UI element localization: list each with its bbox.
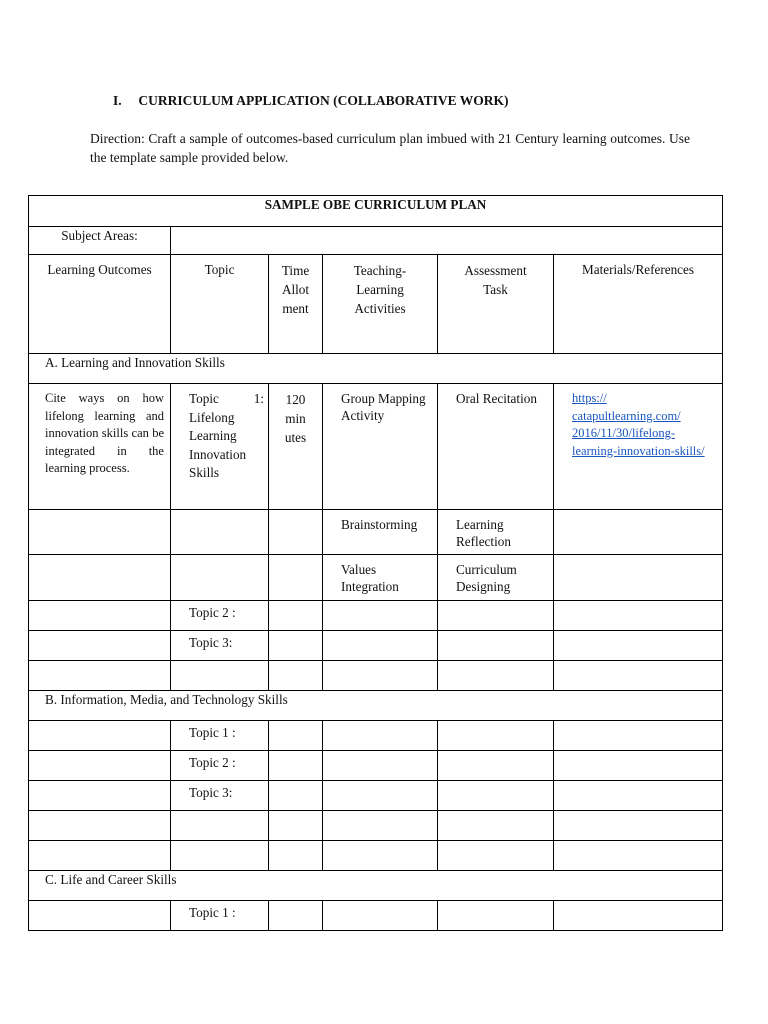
section-number: I. — [113, 93, 122, 108]
header-assessment-task: Assessment Task — [438, 255, 554, 354]
subject-row — [29, 227, 723, 255]
table-row — [29, 555, 723, 601]
assessment-cell: Oral Recitation — [438, 384, 554, 510]
table-row — [29, 811, 723, 841]
section-heading — [113, 93, 509, 109]
table-row — [29, 510, 723, 555]
table-row — [29, 751, 723, 781]
time-allotment-cell: 120 min utes — [269, 384, 323, 510]
activity-cell: Values Integration — [323, 555, 438, 601]
reference-cell — [554, 384, 723, 510]
section-c-label: C. Life and Career Skills — [29, 871, 723, 901]
header-materials-references: Materials/References — [554, 255, 723, 354]
table-row — [29, 601, 723, 631]
table-row — [29, 841, 723, 871]
direction-text: Direction: Craft a sample of outcomes-based curriculum plan imbued with 21 Century learning outcomes. Use the template sample provided below. — [90, 131, 690, 165]
header-time-allotment: Time Allot ment — [269, 255, 323, 354]
topic-1-cell: Topic 1 : — [171, 721, 269, 751]
header-learning-outcomes: Learning Outcomes — [29, 255, 171, 354]
topic-2-cell: Topic 2 : — [171, 751, 269, 781]
table-row — [29, 384, 723, 510]
activity-cell: Brainstorming — [323, 510, 438, 555]
topic-1-cell: Topic 1 : — [171, 901, 269, 931]
curriculum-plan-table — [28, 195, 723, 931]
title-row — [29, 196, 723, 227]
section-b-label: B. Information, Media, and Technology Skills — [29, 691, 723, 721]
assessment-cell: Curriculum Designing — [438, 555, 554, 601]
table-row — [29, 721, 723, 751]
table-row — [29, 901, 723, 931]
reference-link[interactable]: https:// catapultlearning.com/ 2016/11/30/lifelong-learning-innovation-skills/ — [572, 391, 705, 458]
activity-cell: Group Mapping Activity — [323, 384, 438, 510]
section-c-row — [29, 871, 723, 901]
table-row — [29, 631, 723, 661]
header-teaching-learning-activities: Teaching-Learning Activities — [323, 255, 438, 354]
header-row — [29, 255, 723, 354]
section-a-row — [29, 354, 723, 384]
table-row — [29, 661, 723, 691]
subject-areas-label: Subject Areas: — [29, 227, 171, 255]
assessment-cell: Learning Reflection — [438, 510, 554, 555]
topic-3-cell: Topic 3: — [171, 631, 269, 661]
learning-outcome-cell: Cite ways on how lifelong learning and innovation skills can be integrated in the learning process. — [29, 384, 171, 510]
section-title: CURRICULUM APPLICATION (COLLABORATIVE WORK) — [138, 93, 509, 108]
topic-2-cell: Topic 2 : — [171, 601, 269, 631]
subject-areas-value[interactable] — [171, 227, 723, 255]
table-row — [29, 781, 723, 811]
section-a-label: A. Learning and Innovation Skills — [29, 354, 723, 384]
topic-3-cell: Topic 3: — [171, 781, 269, 811]
topic-1-cell: Topic 1: Lifelong Learning Innovation Skills — [171, 384, 269, 510]
table-title: SAMPLE OBE CURRICULUM PLAN — [29, 196, 723, 227]
section-b-row — [29, 691, 723, 721]
header-topic: Topic — [171, 255, 269, 354]
